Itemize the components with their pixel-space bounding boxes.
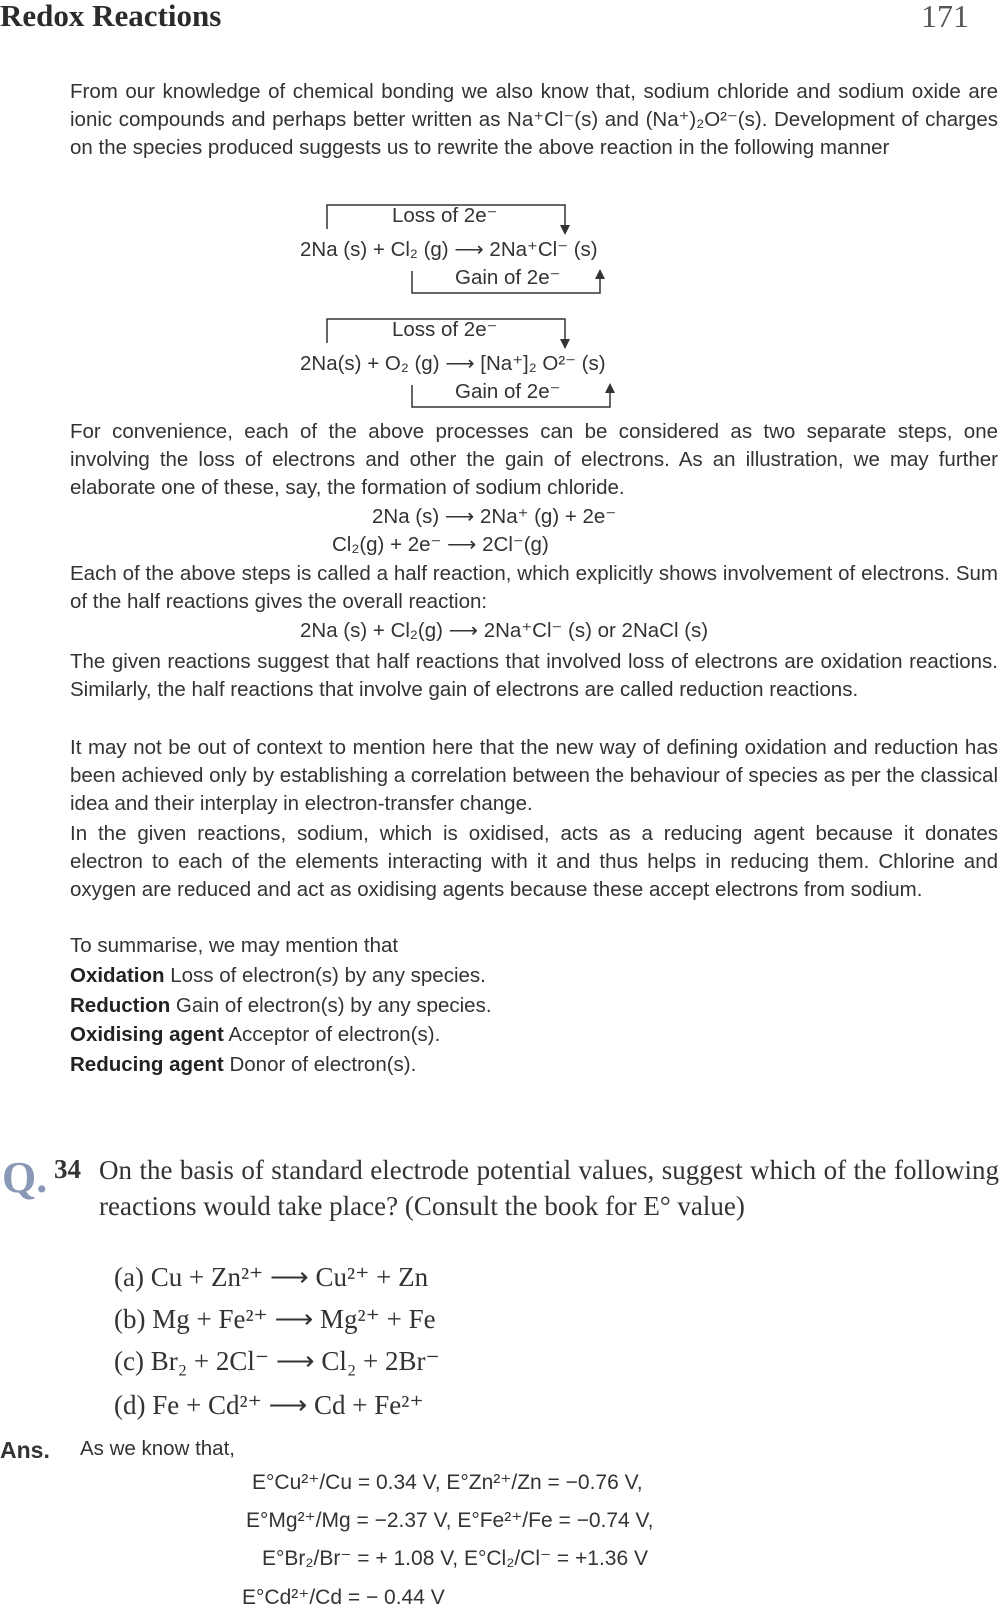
- definition-oxidation: [70, 964, 486, 988]
- definition-term: Oxidation: [70, 964, 165, 987]
- electrode-potential-line: E°Cu²⁺/Cu = 0.34 V, E°Zn²⁺/Zn = −0.76 V,: [252, 1471, 643, 1494]
- definition-text: Loss of electron(s) by any species.: [164, 964, 486, 987]
- option-b: (b) Mg + Fe²⁺ ⟶ Mg²⁺ + Fe: [114, 1304, 436, 1334]
- question-mark-label: Q.: [2, 1153, 48, 1202]
- page-number: 171: [921, 0, 969, 34]
- option-d: (d) Fe + Cd²⁺ ⟶ Cd + Fe²⁺: [114, 1390, 424, 1420]
- paragraph-context: It may not be out of context to mention here that the new way of defining oxidation and reduction has been achieved only by establishing a correlation between the behaviour of species as per the classical idea and their interplay in electron-transfer change.: [70, 736, 998, 815]
- definition-text: Donor of electron(s).: [223, 1053, 417, 1076]
- definition-text: Acceptor of electron(s).: [223, 1023, 441, 1046]
- definition-term: Reducing agent: [70, 1053, 224, 1076]
- summary-intro: To summarise, we may mention that: [70, 934, 399, 957]
- definition-term: Reduction: [70, 994, 171, 1017]
- question-number: 34: [54, 1154, 81, 1184]
- electrode-potential-line: E°Cd²⁺/Cd = − 0.44 V: [242, 1586, 445, 1609]
- electrode-potential-line: E°Mg²⁺/Mg = −2.37 V, E°Fe²⁺/Fe = −0.74 V,: [246, 1509, 654, 1532]
- electrode-potential-line: E°Br₂/Br⁻ = + 1.08 V, E°Cl₂/Cl⁻ = +1.36 V: [262, 1547, 649, 1570]
- answer-label: Ans.: [0, 1437, 50, 1463]
- loss-label-2: Loss of 2e⁻: [392, 318, 498, 341]
- loss-label-1: Loss of 2e⁻: [392, 204, 498, 227]
- definition-reducing-agent: [70, 1053, 416, 1077]
- chapter-title: Redox Reactions: [0, 0, 222, 33]
- paragraph-ionic-compounds: From our knowledge of chemical bonding we also know that, sodium chloride and sodium oxide are ionic compounds and perhaps better written as Na⁺Cl⁻(s) and (Na⁺)₂O²⁻(s). Development of charges on the species produced suggests us to rewrite the above reaction in the following manner: [70, 80, 998, 159]
- paragraph-convenience: For convenience, each of the above processes can be considered as two separate steps, one involving the loss of electrons and other the gain of electrons. As an illustration, we may further elaborate one of these, say, the formation of sodium chloride.: [70, 420, 998, 499]
- gain-label-2: Gain of 2e⁻: [455, 380, 561, 403]
- option-a: (a) Cu + Zn²⁺ ⟶ Cu²⁺ + Zn: [114, 1262, 429, 1292]
- definition-term: Oxidising agent: [70, 1023, 224, 1046]
- equation-na2o-formation: 2Na(s) + O₂ (g) ⟶ [Na⁺]₂ O²⁻ (s): [300, 352, 606, 375]
- equation-nacl-formation: 2Na (s) + Cl₂ (g) ⟶ 2Na⁺Cl⁻ (s): [300, 238, 598, 261]
- definition-oxidising-agent: [70, 1023, 440, 1047]
- definition-text: Gain of electron(s) by any species.: [170, 994, 492, 1017]
- answer-intro: As we know that,: [80, 1437, 235, 1460]
- definition-reduction: [70, 994, 492, 1018]
- half-reaction-oxidation: 2Na (s) ⟶ 2Na⁺ (g) + 2e⁻: [372, 505, 617, 528]
- option-c: (c) Br₂ + 2Cl⁻ ⟶ Cl₂ + 2Br⁻: [114, 1346, 440, 1376]
- paragraph-half-reaction: Each of the above steps is called a half reaction, which explicitly shows involvement of electrons. Sum of the half reactions gives the overall reaction:: [70, 562, 998, 613]
- overall-reaction: 2Na (s) + Cl₂(g) ⟶ 2Na⁺Cl⁻ (s) or 2NaCl (s): [300, 619, 709, 642]
- question-text: On the basis of standard electrode potential values, suggest which of the following reactions would take place? (Consult the book for E° value): [99, 1155, 999, 1221]
- paragraph-oxidation-reduction: The given reactions suggest that half reactions that involved loss of electrons are oxidation reactions. Similarly, the half reactions that involve gain of electrons are called reduction reactions.: [70, 650, 998, 701]
- gain-label-1: Gain of 2e⁻: [455, 266, 561, 289]
- paragraph-agents: In the given reactions, sodium, which is oxidised, acts as a reducing agent because it donates electron to each of the elements interacting with it and thus helps in reducing them. Chlorine and oxygen are reduced and act as oxidising agents because these accept electrons from sodium.: [70, 822, 998, 901]
- half-reaction-reduction: Cl₂(g) + 2e⁻ ⟶ 2Cl⁻(g): [332, 533, 549, 556]
